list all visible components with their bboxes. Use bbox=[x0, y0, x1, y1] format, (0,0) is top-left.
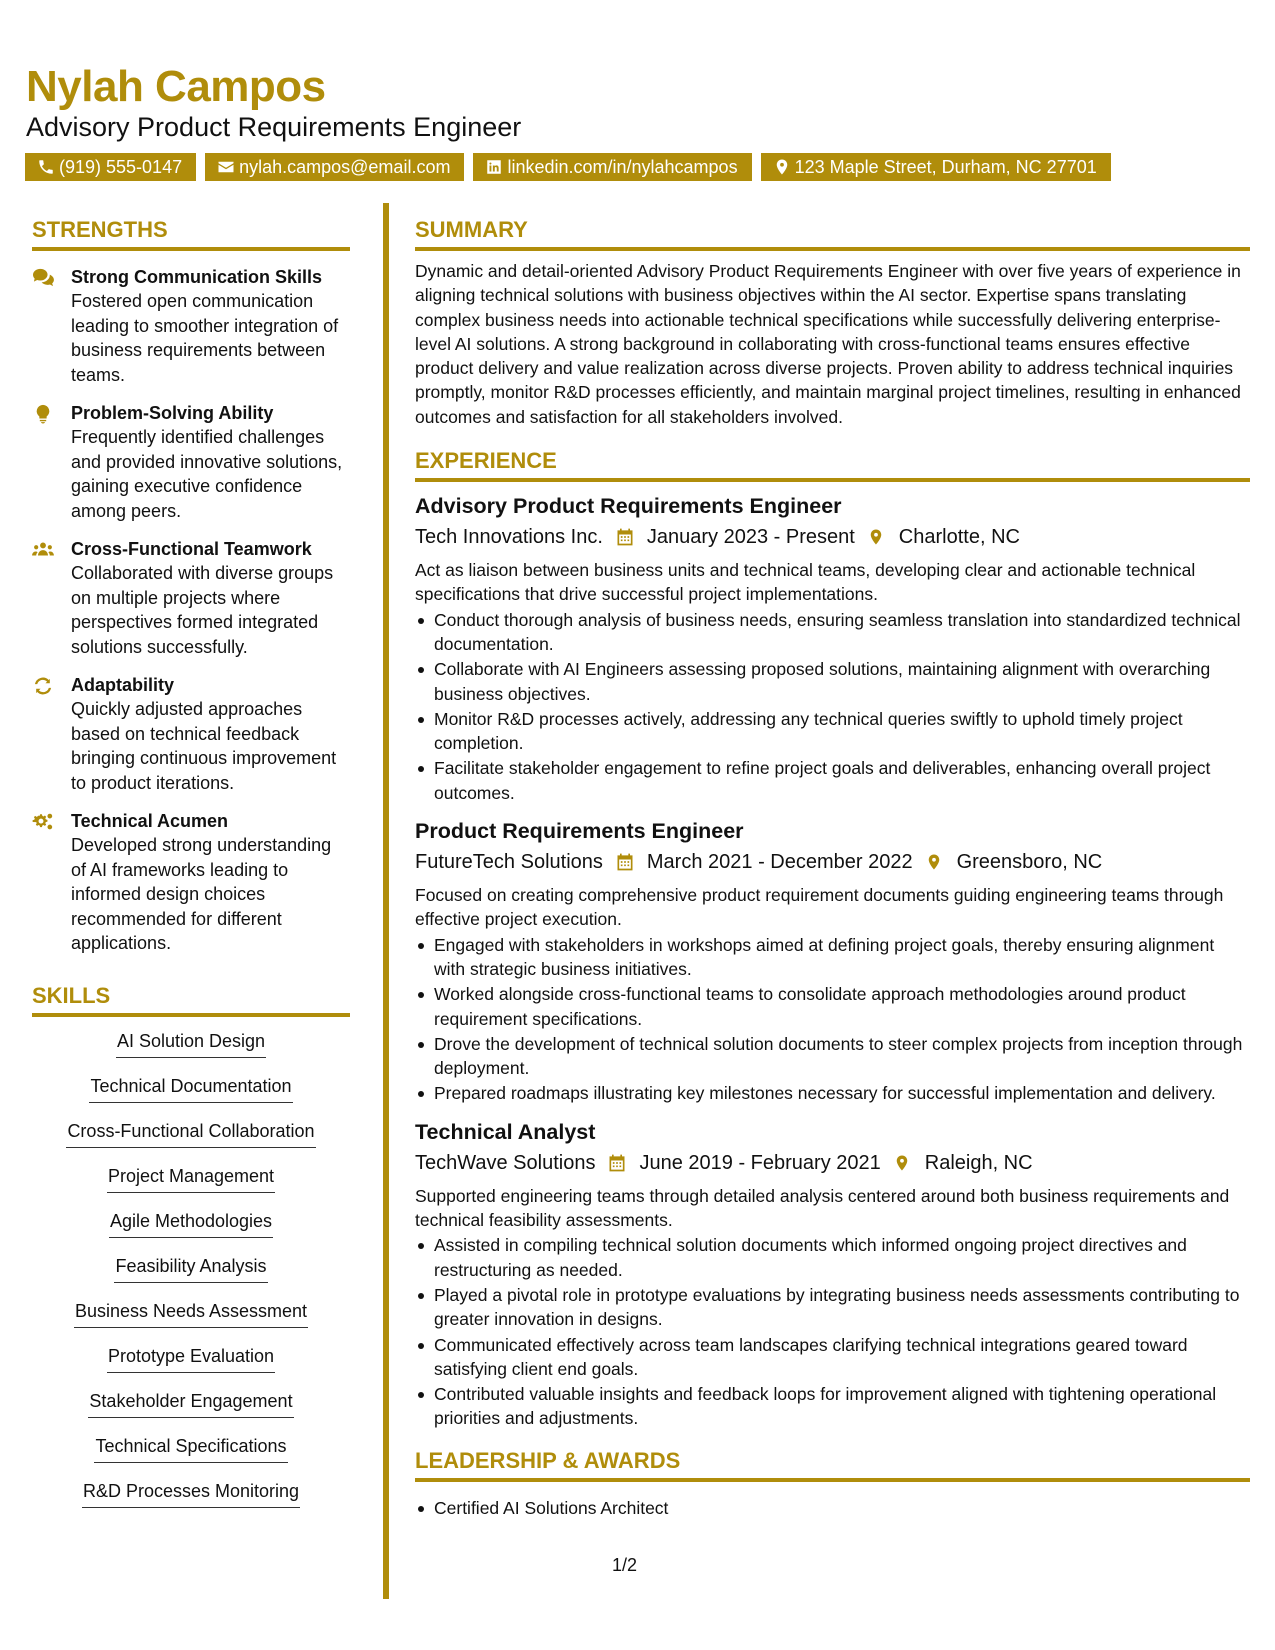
strength-item bbox=[32, 673, 350, 795]
bullet-item: Prepared roadmaps illustrating key milestones necessary for successful implementation and delivery. bbox=[415, 1081, 1250, 1105]
strength-title: Problem-Solving Ability bbox=[71, 403, 274, 423]
contact-bar bbox=[25, 153, 1111, 181]
strength-item bbox=[32, 809, 350, 956]
job-meta bbox=[415, 1149, 1250, 1177]
skill-item: Project Management bbox=[107, 1164, 275, 1193]
users-icon bbox=[32, 540, 54, 560]
contact-phone-text: (919) 555-0147 bbox=[59, 157, 183, 177]
skills-heading: SKILLS bbox=[32, 982, 350, 1017]
bullet-item: Communicated effectively across team landscapes clarifying technical integrations geared toward satisfying client end goals. bbox=[415, 1333, 1250, 1382]
calendar-icon bbox=[615, 852, 635, 872]
bullet-item: Contributed valuable insights and feedback loops for improvement aligned with tightening operational priorities and adjustments. bbox=[415, 1382, 1250, 1431]
job-dates: March 2021 - December 2022 bbox=[646, 851, 913, 874]
skill-item: Prototype Evaluation bbox=[107, 1344, 275, 1373]
skill-item: Cross-Functional Collaboration bbox=[66, 1119, 315, 1148]
page-number: 1/2 bbox=[612, 1555, 638, 1575]
summary-heading: SUMMARY bbox=[415, 216, 1250, 251]
cogs-icon bbox=[32, 812, 54, 832]
calendar-icon bbox=[607, 1153, 627, 1173]
job-company: Tech Innovations Inc. bbox=[415, 526, 603, 549]
candidate-name: Nylah Campos bbox=[26, 62, 326, 111]
lightbulb-icon bbox=[32, 404, 54, 424]
leadership-heading: LEADERSHIP & AWARDS bbox=[415, 1447, 1250, 1482]
contact-email[interactable] bbox=[205, 153, 464, 181]
column-divider bbox=[383, 203, 389, 1599]
skill-item: Agile Methodologies bbox=[109, 1209, 273, 1238]
envelope-icon bbox=[217, 158, 235, 176]
right-column bbox=[415, 216, 1250, 1521]
bullet-item: Conduct thorough analysis of business needs, ensuring seamless translation into standardized technical documentation. bbox=[415, 608, 1250, 657]
job-title: Advisory Product Requirements Engineer bbox=[415, 494, 842, 519]
bullet-item: Assisted in compiling technical solution documents which informed ongoing project directives and restructuring as needed. bbox=[415, 1233, 1250, 1282]
bullet-item: Collaborate with AI Engineers assessing proposed solutions, maintaining alignment with overarching business objectives. bbox=[415, 657, 1250, 706]
linkedin-icon bbox=[485, 158, 503, 176]
candidate-title: Advisory Product Requirements Engineer bbox=[26, 112, 522, 142]
skill-item: R&D Processes Monitoring bbox=[82, 1479, 300, 1508]
skill-item: Technical Specifications bbox=[94, 1434, 287, 1463]
job-location: Charlotte, NC bbox=[898, 526, 1020, 549]
job-meta bbox=[415, 848, 1250, 876]
job-dates: January 2023 - Present bbox=[646, 526, 855, 549]
job-entry bbox=[415, 817, 1250, 1106]
experience-heading: EXPERIENCE bbox=[415, 447, 1250, 482]
job-location: Raleigh, NC bbox=[924, 1151, 1033, 1174]
skill-item: Technical Documentation bbox=[89, 1074, 292, 1103]
job-bullets bbox=[415, 608, 1250, 805]
contact-linkedin[interactable] bbox=[473, 153, 751, 181]
strength-desc: Frequently identified challenges and provided innovative solutions, gaining executive confidence among peers. bbox=[71, 427, 343, 521]
leadership-list bbox=[415, 1496, 1250, 1520]
job-company: TechWave Solutions bbox=[415, 1151, 596, 1174]
job-desc: Supported engineering teams through detailed analysis centered around both business requirements and technical feasibility assessments. bbox=[415, 1185, 1230, 1231]
job-desc: Focused on creating comprehensive product requirement documents guiding engineering teams through effective project execution. bbox=[415, 885, 1224, 930]
sync-icon bbox=[32, 676, 54, 696]
bullet-item: Played a pivotal role in prototype evaluations by integrating business needs assessments contributing to greater innovation in designs. bbox=[415, 1283, 1250, 1332]
skill-item: Business Needs Assessment bbox=[74, 1299, 308, 1328]
bullet-item: Drove the development of technical solution documents to steer complex projects from inception through deployment. bbox=[415, 1032, 1250, 1081]
map-pin-icon bbox=[773, 158, 791, 176]
map-pin-icon bbox=[893, 1153, 911, 1173]
strength-item bbox=[32, 537, 350, 659]
job-bullets bbox=[415, 933, 1250, 1106]
skill-item: AI Solution Design bbox=[116, 1029, 266, 1058]
job-dates: June 2019 - February 2021 bbox=[639, 1151, 881, 1174]
strength-desc: Fostered open communication leading to smoother integration of business requirements between teams. bbox=[71, 291, 339, 385]
bullet-item: Engaged with stakeholders in workshops aimed at defining project goals, thereby ensuring alignment with strategic business initiatives. bbox=[415, 933, 1250, 982]
strength-desc: Developed strong understanding of AI frameworks leading to informed design choices recommended for different applications. bbox=[71, 835, 332, 953]
strength-item bbox=[32, 401, 350, 523]
job-entry bbox=[415, 492, 1250, 805]
skills-list bbox=[32, 1029, 350, 1524]
strength-title: Strong Communication Skills bbox=[71, 267, 323, 287]
summary-text: Dynamic and detail-oriented Advisory Product Requirements Engineer with over five years of experience in aligning technical solutions with business objectives within the AI sector. Expertise spans translating complex business needs into actionable technical specifications while successfully delivering enterprise-level AI solutions. A strong background in collaborating with cross-functional teams ensures effective product delivery and value realization across diverse projects. Proven ability to address technical inquiries promptly, monitor R&D processes efficiently, and maintain marginal project timelines, resulting in enhanced outcomes and satisfaction for all stakeholders involved. bbox=[415, 261, 1241, 427]
job-company: FutureTech Solutions bbox=[415, 851, 603, 874]
bullet-item: Worked alongside cross-functional teams to consolidate approach methodologies around product requirement specifications. bbox=[415, 982, 1250, 1031]
strength-title: Technical Acumen bbox=[71, 811, 229, 831]
map-pin-icon bbox=[867, 527, 885, 547]
calendar-icon bbox=[615, 527, 635, 547]
contact-address bbox=[761, 153, 1111, 181]
job-location: Greensboro, NC bbox=[956, 851, 1103, 874]
skill-item: Stakeholder Engagement bbox=[88, 1389, 293, 1418]
job-meta bbox=[415, 523, 1250, 551]
strength-item bbox=[32, 265, 350, 387]
contact-linkedin-text: linkedin.com/in/nylahcampos bbox=[507, 157, 738, 177]
job-title: Product Requirements Engineer bbox=[415, 819, 744, 844]
job-title: Technical Analyst bbox=[415, 1119, 596, 1144]
strength-desc: Quickly adjusted approaches based on technical feedback bringing continuous improvement to product iterations. bbox=[71, 699, 337, 793]
strength-title: Adaptability bbox=[71, 675, 175, 695]
bullet-item: Monitor R&D processes actively, addressing any technical queries swiftly to uphold timely project completion. bbox=[415, 707, 1250, 756]
left-column bbox=[32, 216, 350, 1524]
contact-email-text: nylah.campos@email.com bbox=[239, 157, 451, 177]
strengths-heading: STRENGTHS bbox=[32, 216, 350, 251]
comments-icon bbox=[32, 268, 54, 288]
bullet-item: Facilitate stakeholder engagement to refine project goals and deliverables, enhancing overall project outcomes. bbox=[415, 756, 1250, 805]
job-entry bbox=[415, 1118, 1250, 1431]
phone-icon bbox=[37, 158, 55, 176]
award-item: Certified AI Solutions Architect bbox=[415, 1496, 1250, 1520]
strength-title: Cross-Functional Teamwork bbox=[71, 539, 312, 559]
skill-item: Feasibility Analysis bbox=[114, 1254, 267, 1283]
strength-desc: Collaborated with diverse groups on multiple projects where perspectives formed integrated solutions successfully. bbox=[71, 563, 334, 657]
contact-address-text: 123 Maple Street, Durham, NC 27701 bbox=[794, 157, 1097, 177]
map-pin-icon bbox=[925, 852, 943, 872]
job-bullets bbox=[415, 1233, 1250, 1430]
contact-phone[interactable] bbox=[25, 153, 196, 181]
job-desc: Act as liaison between business units and technical teams, developing clear and actionable technical specifications that drive successful project implementations. bbox=[415, 560, 1196, 605]
